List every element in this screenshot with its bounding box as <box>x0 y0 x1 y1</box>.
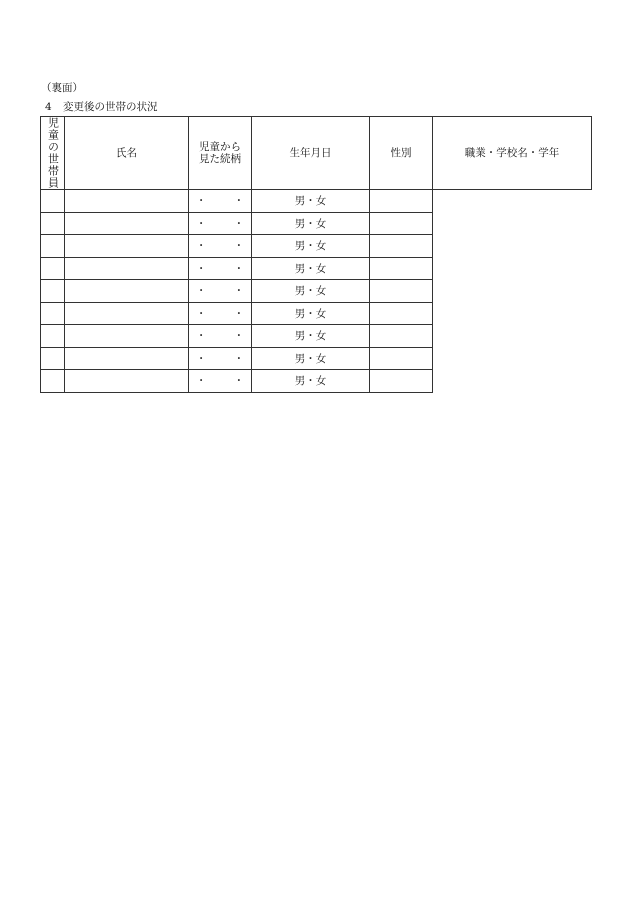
section-number: 4 <box>45 101 52 113</box>
name-cell[interactable] <box>41 257 65 280</box>
birthdate-cell[interactable]: ・ ・ <box>189 370 252 393</box>
row-group-label: 児童の世帯員 <box>46 117 60 189</box>
table-row <box>41 347 592 370</box>
sex-cell[interactable]: 男・女 <box>252 302 370 325</box>
relation-cell[interactable] <box>65 190 189 213</box>
occupation-cell[interactable] <box>370 325 433 348</box>
occupation-cell[interactable] <box>370 257 433 280</box>
table-row <box>41 325 592 348</box>
occupation-cell[interactable] <box>370 235 433 258</box>
header-relation-line1: 児童から <box>199 141 241 153</box>
section-heading <box>45 100 158 114</box>
name-cell[interactable] <box>41 370 65 393</box>
name-cell[interactable] <box>41 212 65 235</box>
name-cell[interactable] <box>41 347 65 370</box>
relation-cell[interactable] <box>65 325 189 348</box>
relation-cell[interactable] <box>65 302 189 325</box>
relation-cell[interactable] <box>65 370 189 393</box>
table-row <box>41 235 592 258</box>
birthdate-cell[interactable]: ・ ・ <box>189 325 252 348</box>
table-row <box>41 190 592 213</box>
name-cell[interactable] <box>41 325 65 348</box>
sex-cell[interactable]: 男・女 <box>252 190 370 213</box>
header-sex: 性別 <box>370 117 433 190</box>
birthdate-cell[interactable]: ・ ・ <box>189 347 252 370</box>
sex-cell[interactable]: 男・女 <box>252 325 370 348</box>
table-header-row <box>41 117 592 190</box>
name-cell[interactable] <box>41 190 65 213</box>
header-birthdate: 生年月日 <box>252 117 370 190</box>
birthdate-cell[interactable]: ・ ・ <box>189 302 252 325</box>
sex-cell[interactable]: 男・女 <box>252 257 370 280</box>
sex-cell[interactable]: 男・女 <box>252 280 370 303</box>
occupation-cell[interactable] <box>370 370 433 393</box>
header-name: 氏名 <box>65 117 189 190</box>
relation-cell[interactable] <box>65 235 189 258</box>
row-group-label-cell <box>41 117 65 190</box>
name-cell[interactable] <box>41 302 65 325</box>
occupation-cell[interactable] <box>370 280 433 303</box>
sex-cell[interactable]: 男・女 <box>252 212 370 235</box>
name-cell[interactable] <box>41 280 65 303</box>
occupation-cell[interactable] <box>370 212 433 235</box>
page-side-label: （裏面） <box>41 82 83 94</box>
relation-cell[interactable] <box>65 347 189 370</box>
relation-cell[interactable] <box>65 280 189 303</box>
sex-cell[interactable]: 男・女 <box>252 235 370 258</box>
occupation-cell[interactable] <box>370 302 433 325</box>
birthdate-cell[interactable]: ・ ・ <box>189 212 252 235</box>
section-title: 変更後の世帯の状況 <box>63 101 158 113</box>
occupation-cell[interactable] <box>370 347 433 370</box>
occupation-cell[interactable] <box>370 190 433 213</box>
birthdate-cell[interactable]: ・ ・ <box>189 257 252 280</box>
header-relation <box>189 117 252 190</box>
header-occupation: 職業・学校名・学年 <box>433 117 592 190</box>
header-relation-line2: 見た続柄 <box>199 153 241 165</box>
table-row <box>41 257 592 280</box>
name-cell[interactable] <box>41 235 65 258</box>
sex-cell[interactable]: 男・女 <box>252 370 370 393</box>
birthdate-cell[interactable]: ・ ・ <box>189 190 252 213</box>
table-row <box>41 370 592 393</box>
table-row <box>41 280 592 303</box>
household-members-table <box>40 116 592 393</box>
birthdate-cell[interactable]: ・ ・ <box>189 280 252 303</box>
birthdate-cell[interactable]: ・ ・ <box>189 235 252 258</box>
sex-cell[interactable]: 男・女 <box>252 347 370 370</box>
table-row <box>41 302 592 325</box>
relation-cell[interactable] <box>65 212 189 235</box>
table-row <box>41 212 592 235</box>
relation-cell[interactable] <box>65 257 189 280</box>
